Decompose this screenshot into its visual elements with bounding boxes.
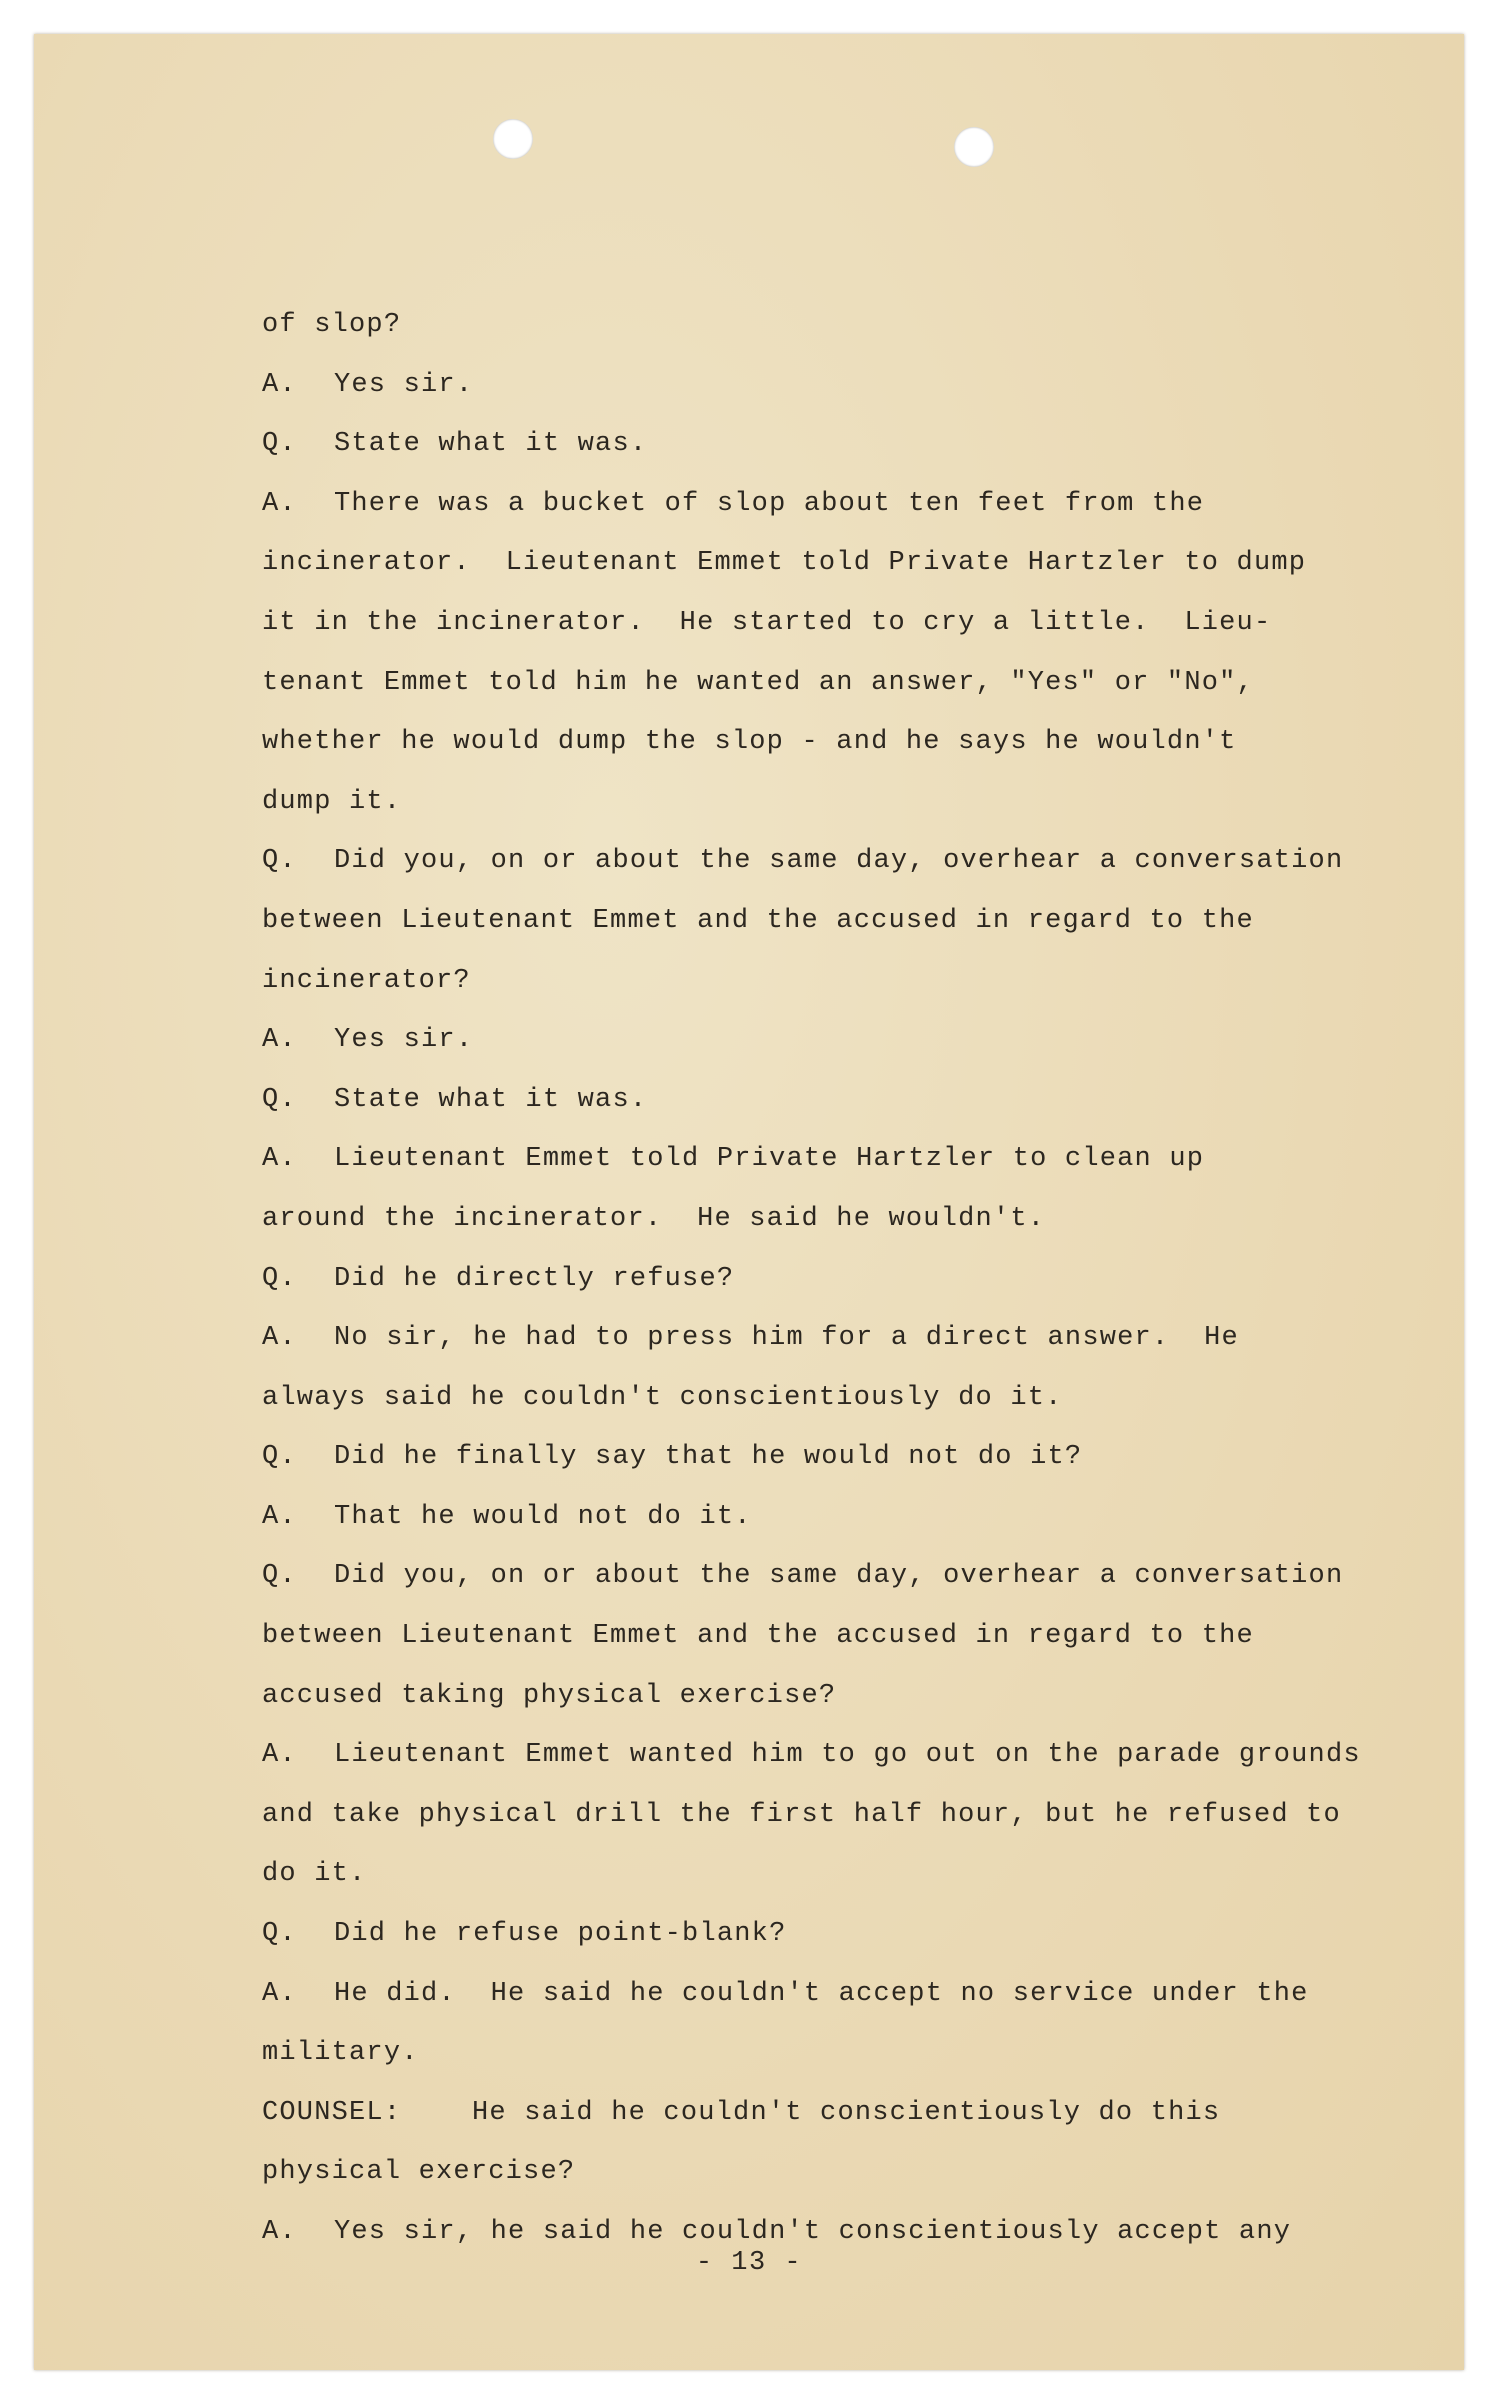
line-text: between Lieutenant Emmet and the accused in regard to the [262,905,1254,936]
transcript-line [262,1190,1442,1250]
line-text: and take physical drill the first half hour, but he refused to [262,1799,1341,1830]
transcript-line [262,534,1442,594]
transcript-line [262,1726,1442,1786]
transcript-line [262,2084,1442,2144]
transcript-line [262,1369,1442,1429]
typed-page [34,34,1464,2370]
transcript-line [262,1786,1442,1846]
speaker-label: Q. [262,429,297,460]
transcript-line [262,1428,1442,1488]
speaker-label: A. [262,2217,297,2247]
line-text: State what it was. [334,429,648,460]
transcript-line [262,773,1442,833]
transcript-line [262,713,1442,773]
transcript-line [262,2024,1442,2084]
speaker-label: A. [262,369,297,400]
line-text: Lieutenant Emmet wanted him to go out on the parade grounds [334,1740,1361,1771]
line-text: No sir, he had to press him for a direct answer. He [334,1323,1239,1354]
line-text: Did he refuse point-blank? [334,1919,787,1950]
transcript-line [262,654,1442,714]
speaker-label: A. [262,1740,297,1771]
punch-hole [493,119,533,159]
speaker-label: A. [262,1501,297,1532]
transcript-line [262,1250,1442,1310]
transcript-line [262,892,1442,952]
punch-hole [954,127,994,167]
speaker-label: Q. [262,1084,297,1115]
transcript-line [262,1845,1442,1905]
transcript-line [262,1488,1442,1548]
transcript-line [262,1011,1442,1071]
speaker-label: A. [262,1144,297,1175]
line-text: whether he would dump the slop - and he says he wouldn't [262,727,1237,758]
speaker-label: Q. [262,1919,297,1950]
transcript-line [262,952,1442,1012]
transcript-line [262,1965,1442,2025]
line-text: Did you, on or about the same day, overhear a conversation [334,846,1344,877]
line-text: Yes sir, he said he couldn't conscientiously accept any [334,2217,1292,2247]
speaker-label: Q. [262,1263,297,1294]
line-text: physical exercise? [262,2157,576,2188]
speaker-label: Q. [262,846,297,877]
line-text: do it. [262,1859,367,1890]
transcript-body [262,296,1442,2263]
line-text: Did he directly refuse? [334,1263,735,1294]
transcript-line [262,832,1442,892]
line-text: around the incinerator. He said he wouldn't. [262,1203,1046,1234]
speaker-label: Q. [262,1561,297,1592]
transcript-line [262,1071,1442,1131]
speaker-label: COUNSEL: [262,2097,402,2128]
line-text: Yes sir. [334,369,474,400]
line-text: accused taking physical exercise? [262,1680,837,1711]
transcript-line [262,1547,1442,1607]
line-text: always said he couldn't conscientiously do it. [262,1382,1063,1413]
transcript-line [262,356,1442,416]
line-text: between Lieutenant Emmet and the accused in regard to the [262,1621,1254,1652]
line-text: Did he finally say that he would not do it? [334,1442,1083,1473]
speaker-label: Q. [262,1442,297,1473]
line-text: incinerator? [262,965,471,996]
line-text: Yes sir. [334,1025,474,1056]
line-text: military. [262,2038,419,2069]
speaker-label: A. [262,488,297,519]
line-text: of slop? [262,310,402,340]
transcript-line [262,415,1442,475]
line-text: State what it was. [334,1084,648,1115]
line-text: He said he couldn't conscientiously do this [472,2097,1221,2128]
line-text: dump it. [262,786,402,817]
transcript-line [262,1607,1442,1667]
transcript-line [262,1667,1442,1727]
transcript-line [262,1905,1442,1965]
line-text: That he would not do it. [334,1501,752,1532]
page-number: - 13 - [695,2248,803,2278]
line-text: Did you, on or about the same day, overhear a conversation [334,1561,1344,1592]
line-text: it in the incinerator. He started to cry a little. Lieu- [262,607,1272,638]
transcript-line [262,1130,1442,1190]
transcript-line [262,2143,1442,2203]
line-text: He did. He said he couldn't accept no service under the [334,1978,1309,2009]
line-text: tenant Emmet told him he wanted an answer, "Yes" or "No", [262,667,1254,698]
line-text: incinerator. Lieutenant Emmet told Private Hartzler to dump [262,548,1307,579]
transcript-line [262,594,1442,654]
transcript-line [262,296,1442,356]
transcript-line [262,475,1442,535]
speaker-label: A. [262,1323,297,1354]
transcript-line [262,1309,1442,1369]
line-text: There was a bucket of slop about ten feet from the [334,488,1205,519]
line-text: Lieutenant Emmet told Private Hartzler to clean up [334,1144,1205,1175]
speaker-label: A. [262,1978,297,2009]
speaker-label: A. [262,1025,297,1056]
